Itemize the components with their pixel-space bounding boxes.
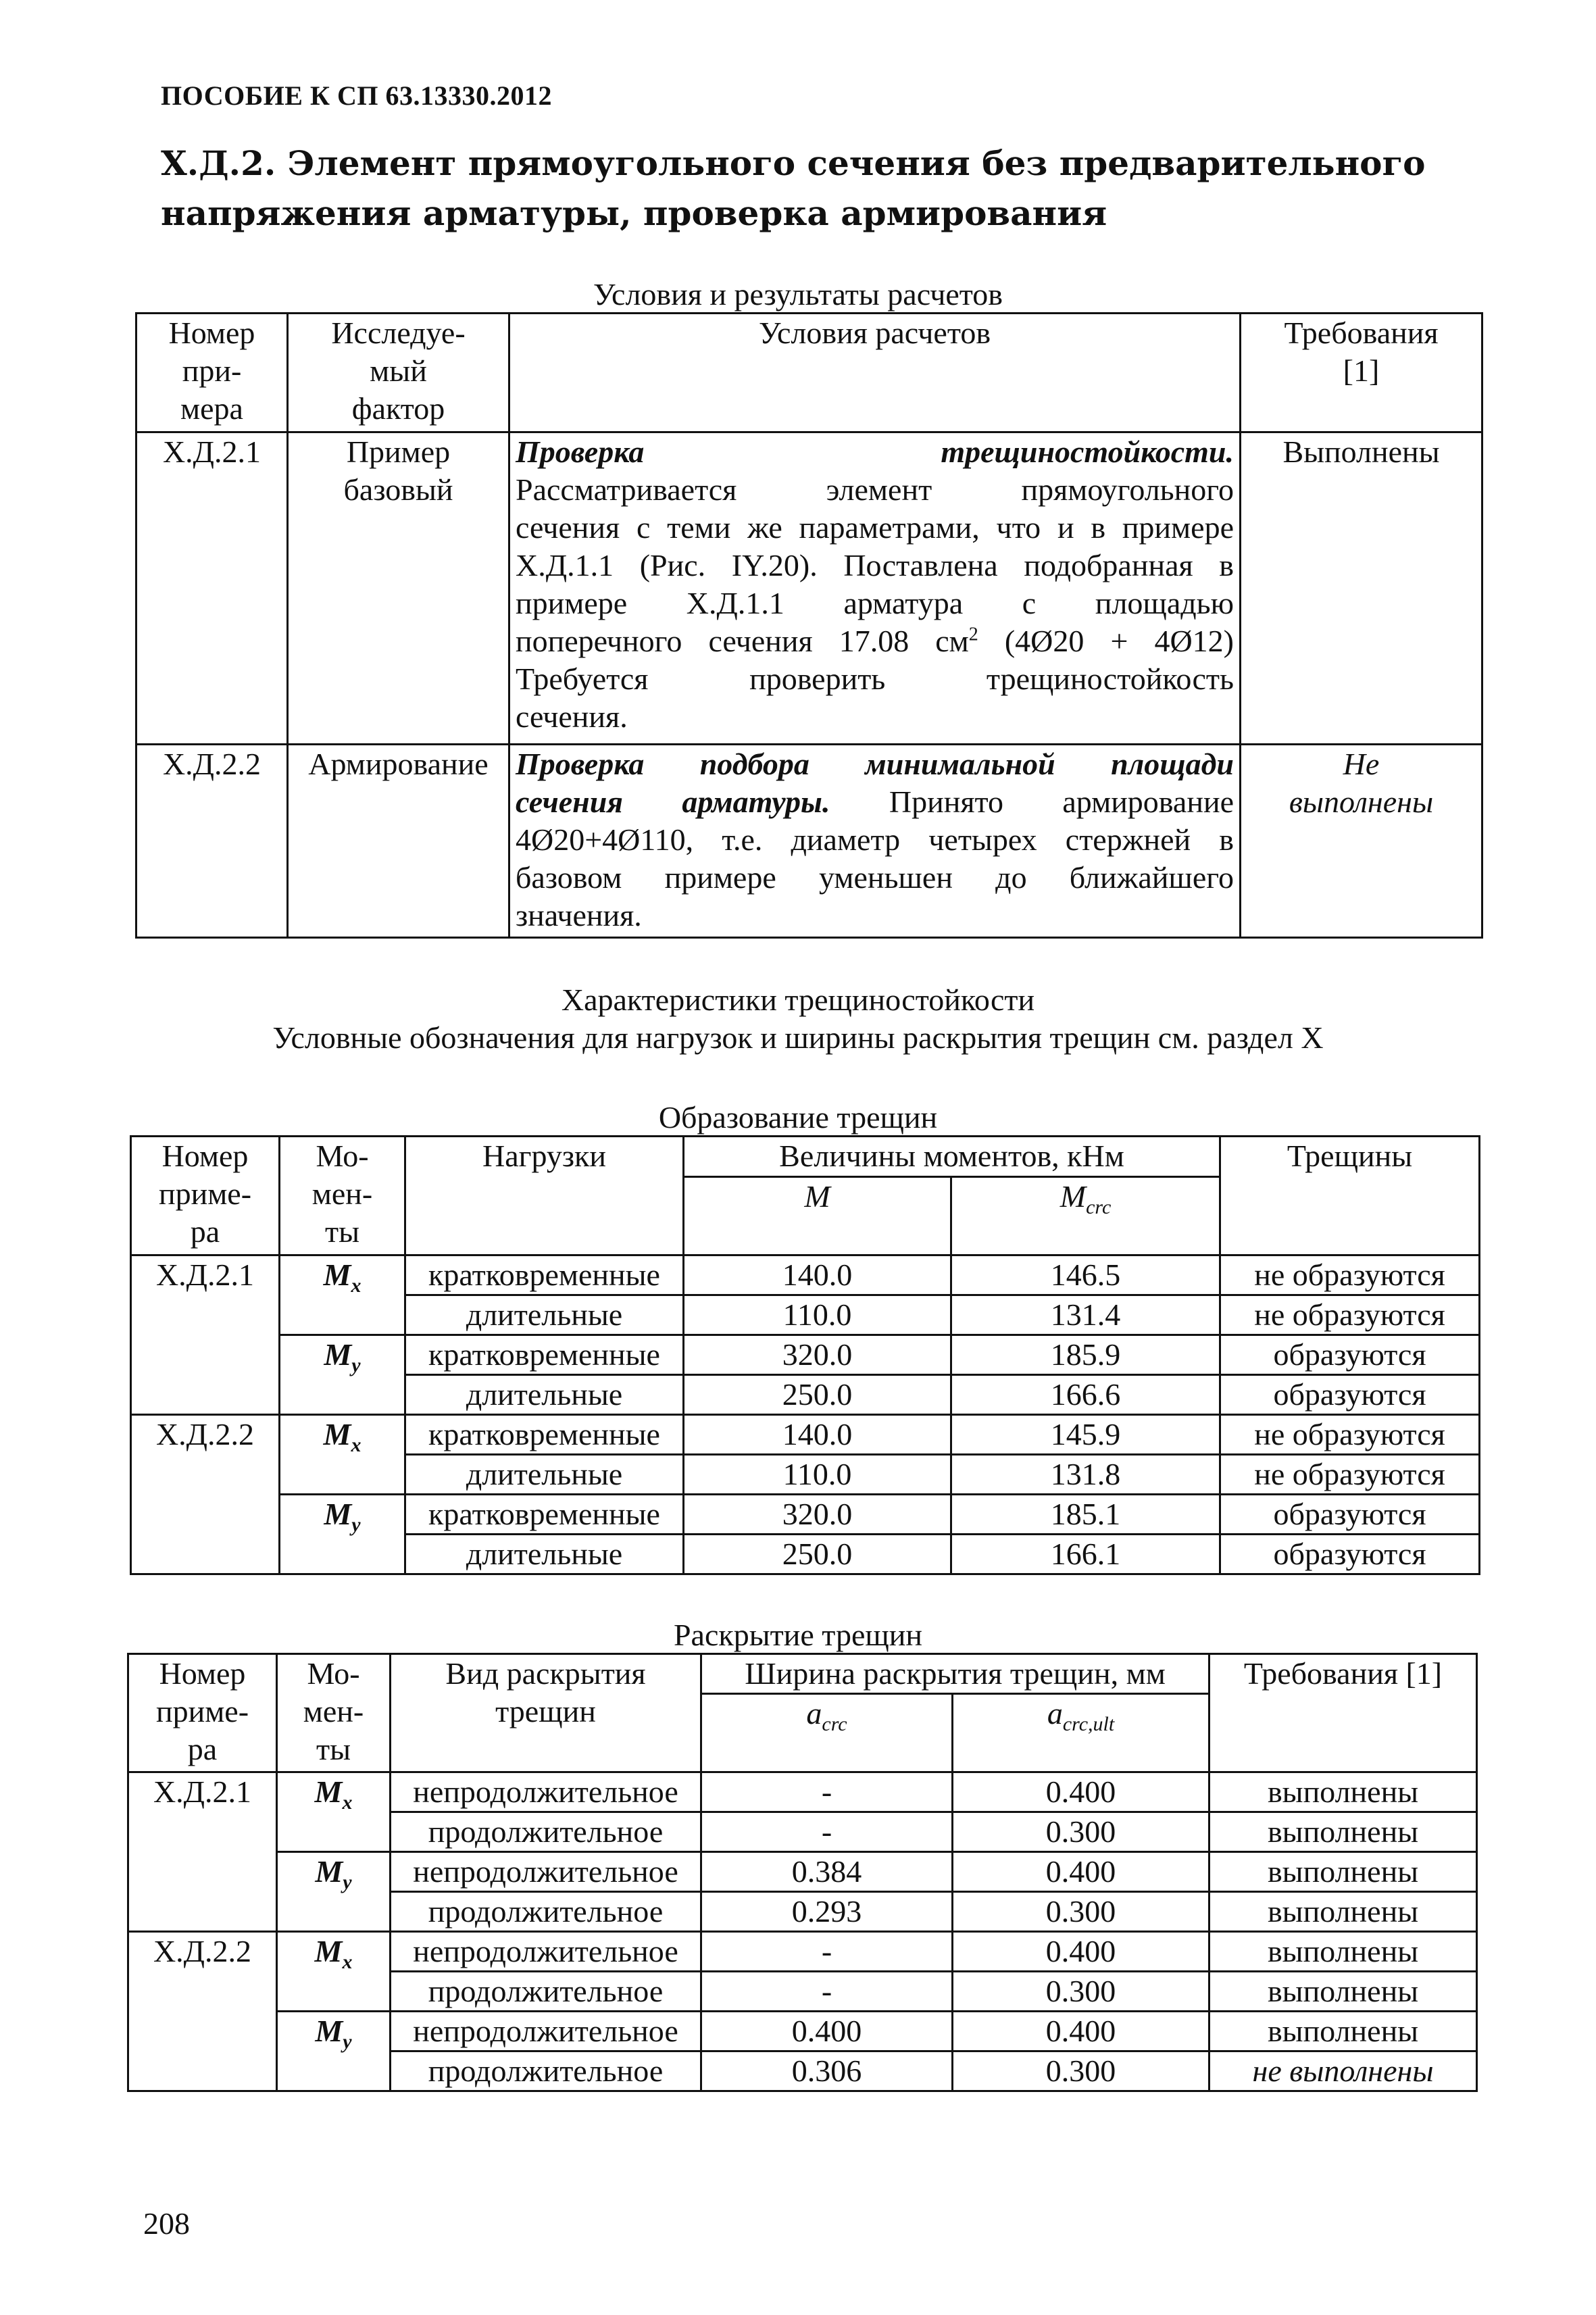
acrc-value-cell: 0.293 [701, 1892, 953, 1932]
table2-header-row [131, 1137, 1480, 1177]
cracks-cell: образуются [1220, 1495, 1480, 1535]
cracks-cell: не образуются [1220, 1415, 1480, 1455]
table-row [131, 1255, 1480, 1295]
load-cell: кратковременные [405, 1255, 684, 1295]
header-opening-type: Вид раскрытия трещин [391, 1654, 701, 1772]
requirement-cell: Не выполнены [1241, 745, 1482, 938]
crack-resistance-subtitle: Условные обозначения для нагрузок и ширины раскрытия трещин см. раздел X [272, 1020, 1324, 1055]
moment-symbol-cell: $M_y$ [280, 1495, 405, 1574]
moment-symbol-cell: $M_y$ [280, 1335, 405, 1415]
table1-caption: Условия и результаты расчетов [593, 277, 1003, 312]
table-row [128, 1852, 1477, 1892]
moment-symbol-cell: $M_x$ [280, 1415, 405, 1495]
example-no-cell: Х.Д.2.2 [131, 1415, 280, 1574]
requirement-cell: выполнены [1210, 1972, 1477, 2012]
mcrc-value-cell: 185.1 [951, 1495, 1220, 1535]
header-moments: Мо- мен- ты [280, 1137, 405, 1255]
cracks-cell: не образуются [1220, 1295, 1480, 1335]
table1-header-row [136, 314, 1482, 432]
conditions-cell: Проверка подбора минимальной площади сечения арматуры. Принято армирование 4Ø20+4Ø110, т.е. диаметр четырех стержней в базовом примере уменьшен до ближайшего значения. [509, 745, 1241, 938]
opening-type-cell: непродолжительное [391, 2012, 701, 2051]
moment-symbol-cell: $M_x$ [277, 1772, 391, 1852]
m-value-cell: 320.0 [684, 1495, 951, 1535]
load-cell: длительные [405, 1295, 684, 1335]
factor-cell: Армирование [288, 745, 509, 938]
table-row [136, 432, 1482, 745]
acrc-ult-value-cell: 0.300 [953, 1812, 1210, 1852]
factor-cell: Пример базовый [288, 432, 509, 745]
table-row [128, 2012, 1477, 2051]
opening-type-cell: непродолжительное [391, 1932, 701, 1972]
opening-type-cell: продолжительное [391, 2051, 701, 2091]
page-number: 208 [143, 2206, 190, 2241]
moment-symbol-cell: $M_x$ [280, 1255, 405, 1335]
header-acrc: $a_{crc}$ [701, 1694, 953, 1772]
conditions-table [135, 312, 1483, 939]
header-moments: Мо- мен- ты [277, 1654, 391, 1772]
requirement-cell: не выполнены [1210, 2051, 1477, 2091]
load-cell: кратковременные [405, 1495, 684, 1535]
acrc-ult-value-cell: 0.300 [953, 1972, 1210, 2012]
header-example-no: Номер приме- ра [128, 1654, 277, 1772]
table-row [131, 1335, 1480, 1375]
opening-type-cell: непродолжительное [391, 1852, 701, 1892]
example-no-cell: Х.Д.2.1 [136, 432, 288, 745]
m-value-cell: 250.0 [684, 1535, 951, 1574]
example-no-cell: Х.Д.2.1 [128, 1772, 277, 1932]
opening-type-cell: непродолжительное [391, 1772, 701, 1812]
opening-type-cell: продолжительное [391, 1812, 701, 1852]
header-conditions: Условия расчетов [509, 314, 1241, 432]
example-no-cell: Х.Д.2.2 [136, 745, 288, 938]
mcrc-value-cell: 131.8 [951, 1455, 1220, 1495]
example-no-cell: Х.Д.2.2 [128, 1932, 277, 2091]
acrc-value-cell: - [701, 1972, 953, 2012]
load-cell: длительные [405, 1375, 684, 1415]
header-cracks: Трещины [1220, 1137, 1480, 1255]
table3-caption: Раскрытие трещин [673, 1618, 923, 1652]
header-loads: Нагрузки [405, 1137, 684, 1255]
mcrc-value-cell: 166.1 [951, 1535, 1220, 1574]
acrc-value-cell: 0.384 [701, 1852, 953, 1892]
table-row [131, 1495, 1480, 1535]
crack-formation-table [130, 1135, 1480, 1575]
header-requirements: Требования [1] [1241, 314, 1482, 432]
header-width: Ширина раскрытия трещин, мм [701, 1654, 1210, 1694]
conditions-cell: Проверка трещиностойкости. Рассматривается элемент прямоугольного сечения с теми же параметрами, что и в примере Х.Д.1.1 (Рис. IY.20). Поставлена подобранная в примере Х.Д.1.1 арматура с площадью поперечного сечения 17.08 $см^2$ (4Ø20 + 4Ø12) Требуется проверить трещиностойкость сечения. [509, 432, 1241, 745]
requirement-cell: выполнены [1210, 1932, 1477, 1972]
cracks-cell: образуются [1220, 1335, 1480, 1375]
acrc-ult-value-cell: 0.300 [953, 1892, 1210, 1932]
requirement-cell: выполнены [1210, 1812, 1477, 1852]
moment-symbol-cell: $M_y$ [277, 2012, 391, 2091]
document-header: ПОСОБИЕ К СП 63.13330.2012 [161, 80, 552, 111]
load-cell: длительные [405, 1535, 684, 1574]
acrc-value-cell: - [701, 1932, 953, 1972]
requirement-cell: выполнены [1210, 1852, 1477, 1892]
m-value-cell: 250.0 [684, 1375, 951, 1415]
section-title: Х.Д.2. Элемент прямоугольного сечения без предварительного напряжения арматуры, проверка армирования [161, 143, 1426, 233]
table-row [136, 745, 1482, 938]
opening-type-cell: продолжительное [391, 1892, 701, 1932]
cracks-cell: образуются [1220, 1535, 1480, 1574]
acrc-ult-value-cell: 0.400 [953, 1852, 1210, 1892]
header-example-no: Номер приме- ра [131, 1137, 280, 1255]
cracks-cell: не образуются [1220, 1455, 1480, 1495]
table-row [131, 1415, 1480, 1455]
acrc-value-cell: 0.306 [701, 2051, 953, 2091]
moment-symbol-cell: $M_x$ [277, 1932, 391, 2012]
table3-header-row [128, 1654, 1477, 1694]
crack-opening-table [127, 1653, 1478, 2092]
m-value-cell: 320.0 [684, 1335, 951, 1375]
load-cell: кратковременные [405, 1415, 684, 1455]
mcrc-value-cell: 131.4 [951, 1295, 1220, 1335]
table2-caption: Образование трещин [658, 1100, 938, 1135]
header-mcrc: $M_{crc}$ [951, 1177, 1220, 1255]
opening-type-cell: продолжительное [391, 1972, 701, 2012]
crack-resistance-title: Характеристики трещиностойкости [561, 982, 1035, 1017]
mcrc-value-cell: 146.5 [951, 1255, 1220, 1295]
mcrc-value-cell: 166.6 [951, 1375, 1220, 1415]
header-moment-values: Величины моментов, кНм [684, 1137, 1220, 1177]
load-cell: кратковременные [405, 1335, 684, 1375]
acrc-value-cell: - [701, 1812, 953, 1852]
acrc-value-cell: 0.400 [701, 2012, 953, 2051]
acrc-value-cell: - [701, 1772, 953, 1812]
mcrc-value-cell: 185.9 [951, 1335, 1220, 1375]
acrc-ult-value-cell: 0.400 [953, 2012, 1210, 2051]
table-row [128, 1772, 1477, 1812]
header-requirements: Требования [1] [1210, 1654, 1477, 1772]
requirement-cell: выполнены [1210, 1772, 1477, 1812]
m-value-cell: 110.0 [684, 1455, 951, 1495]
load-cell: длительные [405, 1455, 684, 1495]
cracks-cell: образуются [1220, 1375, 1480, 1415]
example-no-cell: Х.Д.2.1 [131, 1255, 280, 1415]
moment-symbol-cell: $M_y$ [277, 1852, 391, 1932]
header-m: M [684, 1177, 951, 1255]
header-acrc-ult: $a_{crc,ult}$ [953, 1694, 1210, 1772]
m-value-cell: 140.0 [684, 1415, 951, 1455]
acrc-ult-value-cell: 0.400 [953, 1932, 1210, 1972]
m-value-cell: 110.0 [684, 1295, 951, 1335]
acrc-ult-value-cell: 0.400 [953, 1772, 1210, 1812]
mcrc-value-cell: 145.9 [951, 1415, 1220, 1455]
requirement-cell: выполнены [1210, 1892, 1477, 1932]
cracks-cell: не образуются [1220, 1255, 1480, 1295]
requirement-cell: Выполнены [1241, 432, 1482, 745]
header-example-no: Номер при- мера [136, 314, 288, 432]
header-factor: Исследуе- мый фактор [288, 314, 509, 432]
table-row [128, 1932, 1477, 1972]
requirement-cell: выполнены [1210, 2012, 1477, 2051]
acrc-ult-value-cell: 0.300 [953, 2051, 1210, 2091]
m-value-cell: 140.0 [684, 1255, 951, 1295]
